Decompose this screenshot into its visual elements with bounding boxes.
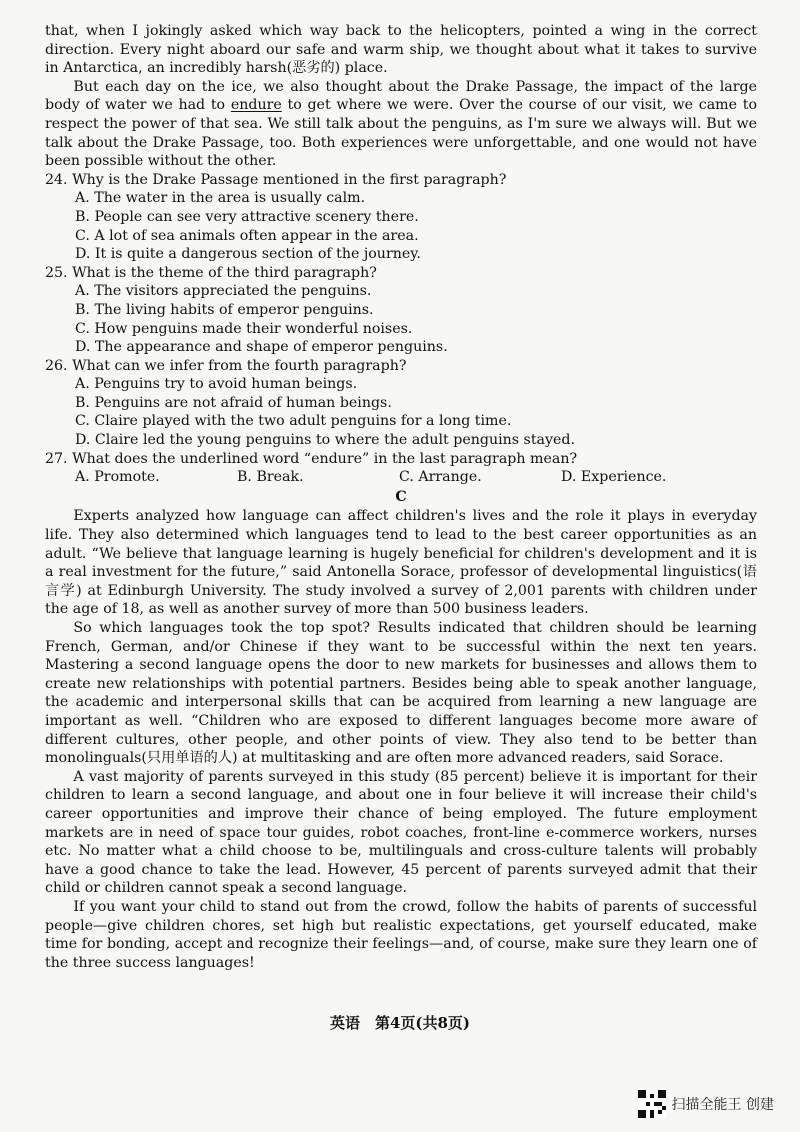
option-c: C. Arrange. <box>399 469 482 486</box>
options-row <box>75 468 757 487</box>
option-a: A. The visitors appreciated the penguins. <box>75 283 372 300</box>
passage-b-final-paragraph-2 <box>45 78 757 171</box>
option-b: B. Break. <box>237 469 304 486</box>
underlined-word-endure: endure <box>230 97 282 114</box>
option-b: B. Penguins are not afraid of human beings. <box>75 394 392 411</box>
option-d: D. The appearance and shape of emperor penguins. <box>75 339 448 356</box>
option-c: C. How penguins made their wonderful noises. <box>75 320 413 337</box>
question-stem: 25. What is the theme of the third paragraph? <box>45 264 377 281</box>
question-26 <box>45 357 757 450</box>
scanner-watermark <box>638 1090 774 1118</box>
option-d: D. Claire led the young penguins to where the adult penguins stayed. <box>75 432 575 449</box>
question-stem: 24. Why is the Drake Passage mentioned in the first paragraph? <box>45 171 507 188</box>
option-a: A. Promote. <box>75 469 160 486</box>
exam-page <box>45 22 757 972</box>
option-a: A. The water in the area is usually calm. <box>75 190 366 207</box>
page-footer: 英语 第4页(共8页) <box>329 1014 471 1032</box>
p2-text-after: to get where we were. Over the course of our visit, we came to respect the power of that sea. We still talk about the penguins, as I'm sure we always will. But we talk about the Drake Passage, too. Both experiences were unforgettable, and one would not have been possible without the other. <box>45 97 758 170</box>
section-c-heading: C <box>395 488 407 505</box>
p2-text-before: But each day on the ice, we also thought about the Drake Passage, the impact of the large body of water we had to <box>45 78 757 114</box>
question-25 <box>45 264 757 357</box>
option-c: C. A lot of sea animals often appear in the area. <box>75 227 419 244</box>
option-c: C. Claire played with the two adult penguins for a long time. <box>75 413 512 430</box>
qr-code-icon <box>638 1090 666 1118</box>
section-c-paragraph-3: A vast majority of parents surveyed in this study (85 percent) believe it is important for their children to learn a second language, and about one in four believe it will increase their child's career opportunities and improve their chance of being employed. The future employment markets are in need of space tour guides, robot coaches, front-line e-commerce workers, nurses etc. No matter what a child choose to be, multilinguals and cross-culture talents will probably have a good chance to take the lead. However, 45 percent of parents surveyed admit that their child or children cannot speak a second language. <box>45 768 757 897</box>
option-d: D. Experience. <box>561 469 667 486</box>
option-b: B. The living habits of emperor penguins. <box>75 301 374 318</box>
question-stem: 26. What can we infer from the fourth paragraph? <box>45 357 407 374</box>
option-d: D. It is quite a dangerous section of the journey. <box>75 246 421 263</box>
passage-b-final-paragraph-1: that, when I jokingly asked which way back to the helicopters, pointed a wing in the correct direction. Every night aboard our safe and warm ship, we thought about what it takes to survive in Antarctica, an incredibly harsh(恶劣的) place. <box>45 23 757 77</box>
question-24 <box>45 171 757 264</box>
section-c-paragraph-2: So which languages took the top spot? Results indicated that children should be learning French, German, and/or Chinese if they want to be successful within the next ten years. Mastering a second language opens the door to new markets for businesses and allows them to create new relationships with potential partners. Besides being able to speak another language, the academic and interpersonal skills that can be acquired from learning a new language are important as well. “Children who are exposed to different languages become more aware of different cultures, other people, and other points of view. They also tend to be better than monolinguals(只用单语的人) at multitasking and are often more advanced readers, said Sorace. <box>45 620 757 767</box>
option-a: A. Penguins try to avoid human beings. <box>75 376 358 393</box>
question-27 <box>45 450 757 487</box>
question-stem: 27. What does the underlined word “endure” in the last paragraph mean? <box>45 450 578 467</box>
section-c-paragraph-4: If you want your child to stand out from the crowd, follow the habits of parents of successful people—give children chores, set high but realistic expectations, get yourself educated, make time for bonding, accept and recognize their feelings—and, of course, make sure they learn one of the three success languages! <box>45 898 757 971</box>
section-c-paragraph-1: Experts analyzed how language can affect children's lives and the role it plays in everyday life. They also determined which languages tend to lead to the best career opportunities as an adult. “We believe that language learning is hugely beneficial for children's development and it is a real investment for the future,” said Antonella Sorace, professor of developmental linguistics(语言学) at Edinburgh University. The study involved a survey of 2,001 parents with children under the age of 18, as well as another survey of more than 500 business leaders. <box>45 508 757 618</box>
watermark-text: 扫描全能王 创建 <box>671 1097 774 1113</box>
option-b: B. People can see very attractive scenery there. <box>75 208 419 225</box>
